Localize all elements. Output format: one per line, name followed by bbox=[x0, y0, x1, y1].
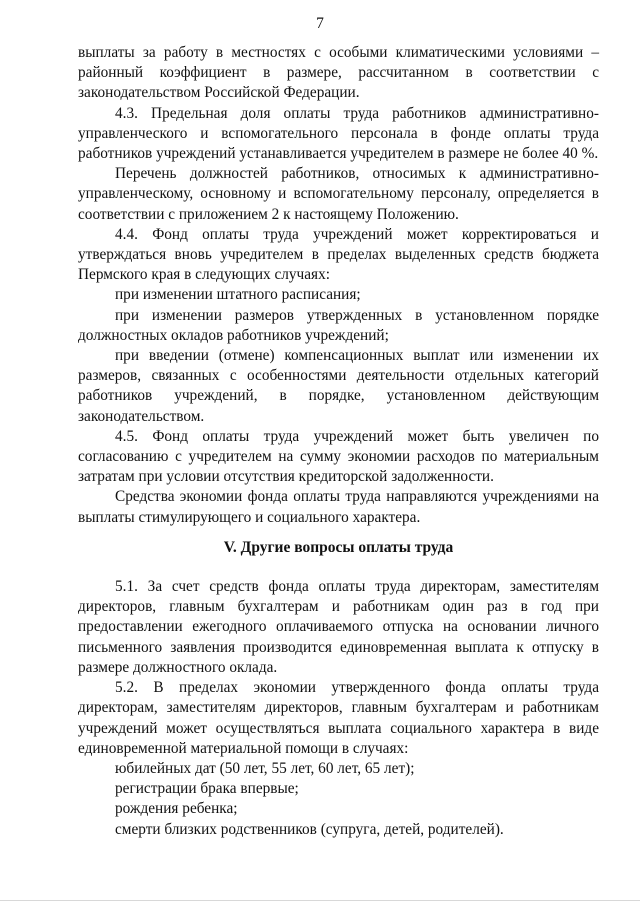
list-item-marriage: регистрации брака впервые; bbox=[115, 780, 299, 798]
paragraph-5-2: 5.2. В пределах экономии утвержденного фонда оплаты труда директорам, заместителям директоров, главным бухгалтерам и работникам учреждений может осуществляться выплата социального характера в виде единовременной материальной помощи в случаях: bbox=[78, 679, 599, 757]
list-item-staffing: при изменении штатного расписания; bbox=[115, 286, 361, 304]
list-item-compensation: при введении (отмене) компенсационных выплат или изменении их размеров, связанных с особенностями деятельности отдельных категорий работников учреждений, в порядке, установленном действующим законодательством. bbox=[78, 347, 599, 425]
paragraph-staff-list: Перечень должностей работников, относимых к административно-управленческому, основному и вспомогательному персоналу, определяется в соответствии с приложением 2 к настоящему Положению. bbox=[78, 165, 599, 223]
list-item-anniversary: юбилейных дат (50 лет, 55 лет, 60 лет, 65 лет); bbox=[115, 759, 415, 777]
paragraph-savings: Средства экономии фонда оплаты труда направляются учреждениями на выплаты стимулирующего и социального характера. bbox=[78, 488, 599, 526]
section-heading: V. Другие вопросы оплаты труда bbox=[223, 538, 454, 556]
paragraph-5-1: 5.1. За счет средств фонда оплаты труда директорам, заместителям директоров, главным бухгалтерам и работникам один раз в год при предоставлении ежегодного оплачиваемого отпуска на основании личного письменного заявления производится единовременная выплата к отпуску в размере должностного оклада. bbox=[78, 578, 599, 676]
document-body bbox=[78, 43, 599, 840]
paragraph-4-3: 4.3. Предельная доля оплаты труда работников административно-управленческого и вспомогательного персонала в фонде оплаты труда работников учреждений устанавливается учредителем в размере не более 40 %. bbox=[78, 104, 599, 163]
list-item-salaries: при изменении размеров утвержденных в установленном порядке должностных окладов работников учреждений; bbox=[78, 306, 599, 344]
page-number: 7 bbox=[316, 15, 324, 32]
page-bottom-edge bbox=[0, 900, 640, 901]
paragraph-4-4: 4.4. Фонд оплаты труда учреждений может корректироваться и утверждаться вновь учредителем в пределах выделенных средств бюджета Пермского края в следующих случаях: bbox=[78, 225, 599, 284]
paragraph-4-5: 4.5. Фонд оплаты труда учреждений может быть увеличен по согласованию с учредителем на сумму экономии расходов по материальным затратам при условии отсутствия кредиторской задолженности. bbox=[78, 427, 599, 486]
list-item-childbirth: рождения ребенка; bbox=[115, 800, 238, 818]
list-item-bereavement: смерти близких родственников (супруга, детей, родителей). bbox=[115, 820, 504, 838]
paragraph-continuation: выплаты за работу в местностях с особыми климатическими условиями – районный коэффициент в размере, рассчитанном в соответствии с законодательством Российской Федерации. bbox=[78, 44, 599, 102]
